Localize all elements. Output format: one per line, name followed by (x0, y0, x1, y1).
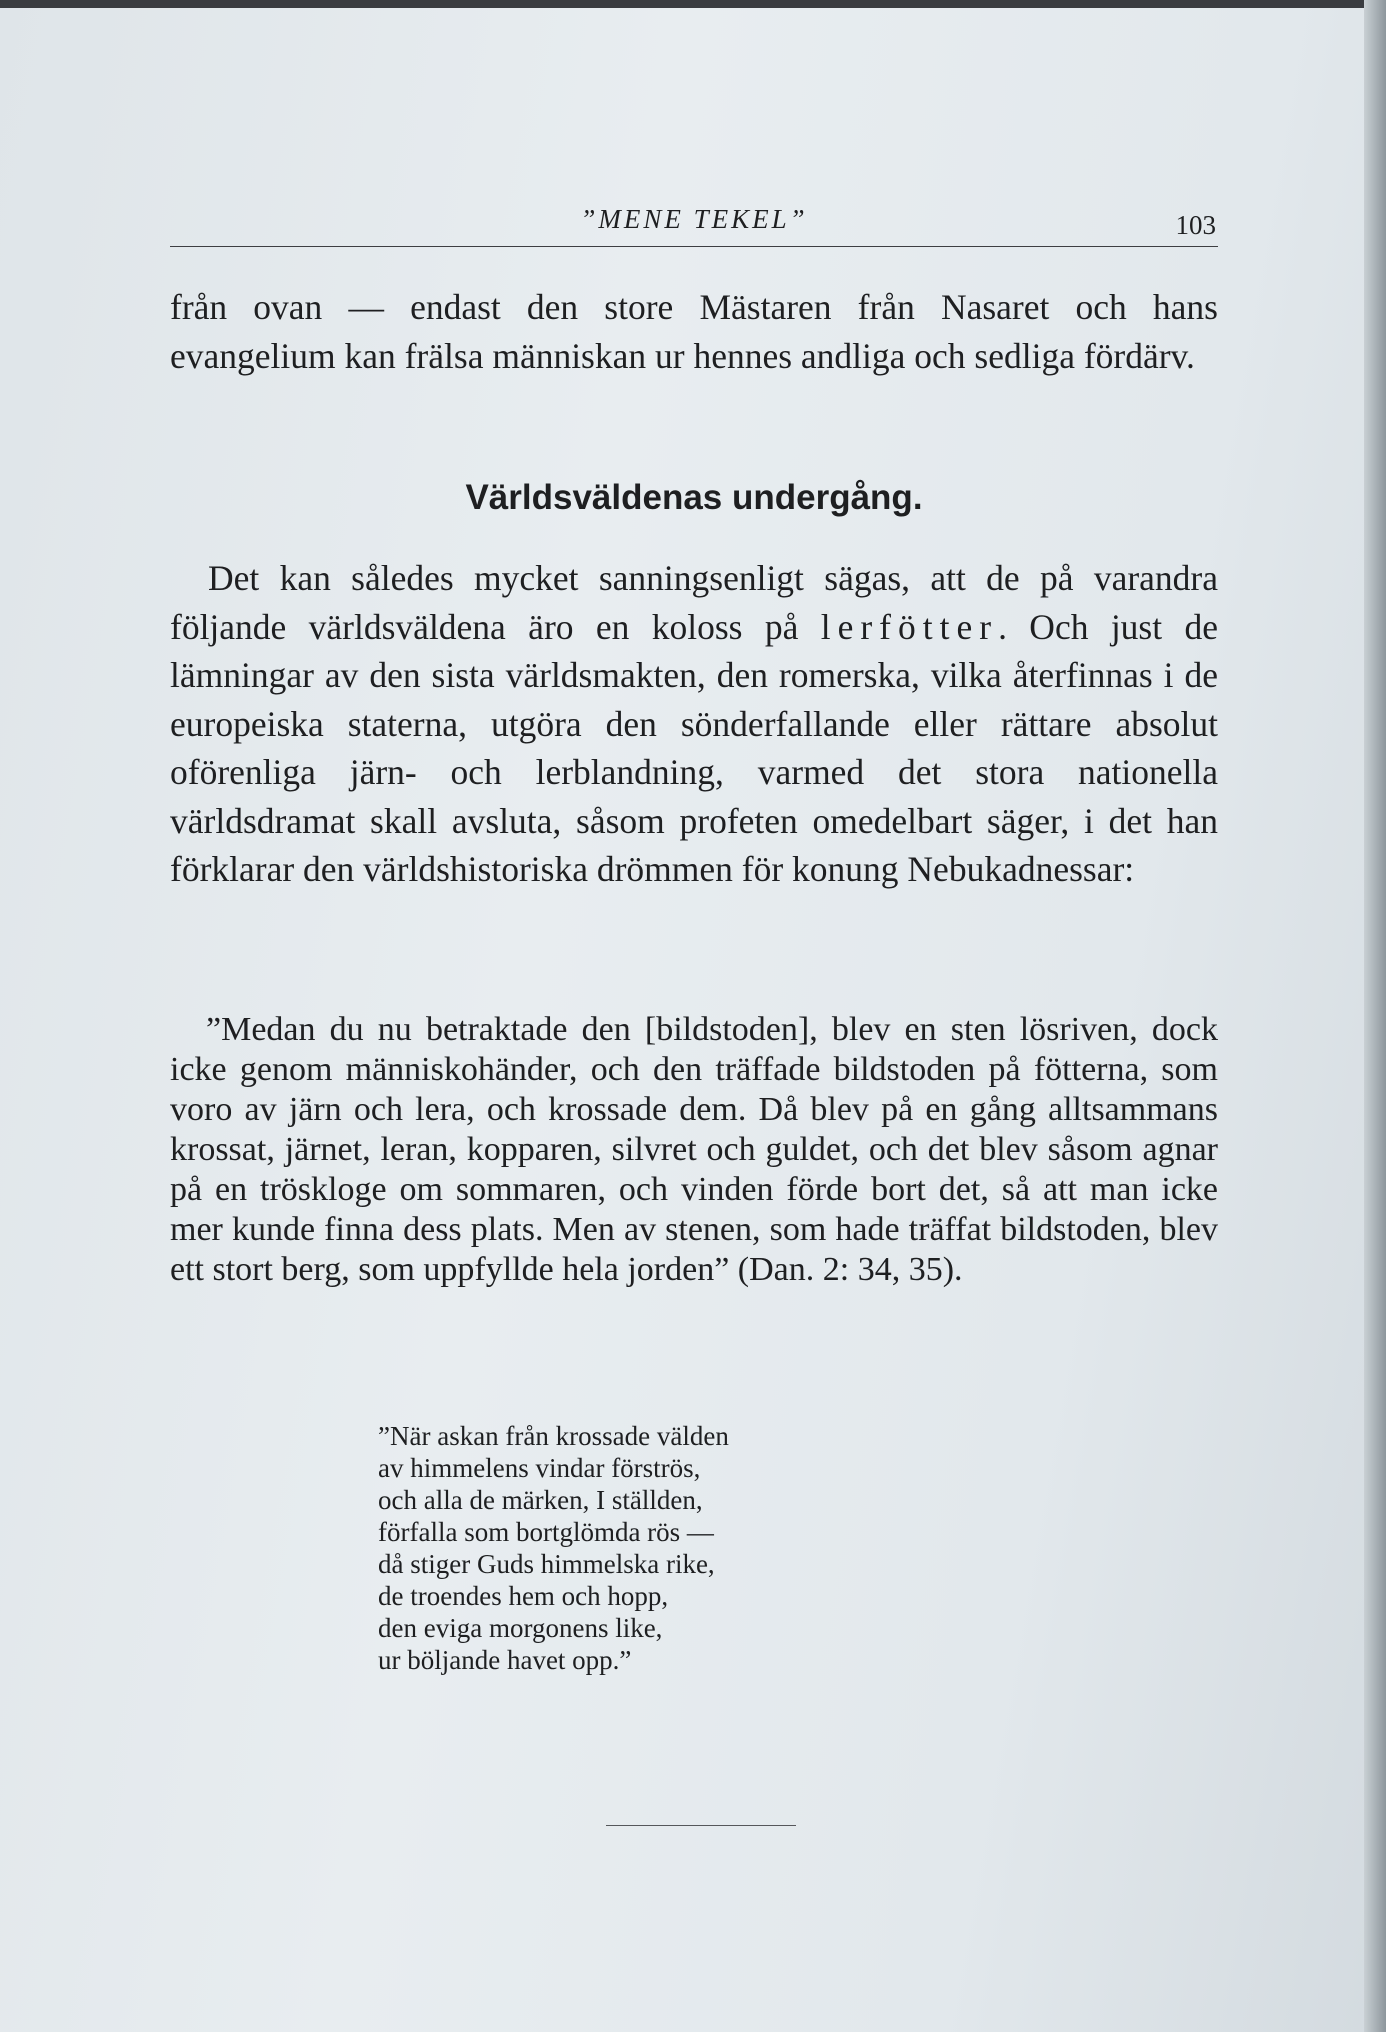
poem-line: ur böljande havet opp.” (378, 1645, 632, 1675)
page-header (170, 198, 1218, 247)
poem-line: av himmelens vindar förströs, (378, 1453, 701, 1483)
poem-line: och alla de märken, I ställden, (378, 1485, 703, 1515)
poem-line: förfalla som bortglömda rös — (378, 1517, 714, 1547)
poem-line: då stiger Guds himmelska rike, (378, 1549, 715, 1579)
paragraph-text (170, 554, 1218, 894)
poem-line: de troendes hem och hopp, (378, 1581, 669, 1611)
paragraph-continuation (170, 283, 1218, 380)
emphasis-spaced: lerfötter (820, 606, 999, 647)
scripture-quote: ”Medan du nu betraktade den [bildstoden], blev en sten lösriven, dock icke genom människohänder, och den träffade bildstoden på fötterna, som voro av järn och lera, och krossade dem. Då blev på en gång alltsammans krossat, järnet, leran, kopparen, silvret och guldet, och det blev såsom agnar på en tröskloge om sommaren, och vinden förde bort det, så att man icke mer kunde finna dess plats. Men av stenen, som hade träffat bildstoden, blev ett stort berg, som uppfyllde hela jorden” (Dan. 2: 34, 35). (170, 1011, 1218, 1288)
section-heading: Världsväldenas undergång. (465, 478, 923, 517)
paragraph-text-start: Det kan således mycket sanningsenligt sägas, att de på varandra följande världsväldena äro en koloss på (170, 558, 1218, 647)
book-right-edge (1364, 0, 1386, 2032)
poem-line: den eviga morgonens like, (378, 1613, 663, 1643)
poem (378, 1420, 729, 1676)
running-title: ”MENE TEKEL” (580, 204, 808, 234)
paragraph-text: från ovan — endast den store Mästaren från Nasaret och hans evangelium kan frälsa människan ur hennes andliga och sedliga fördärv. (170, 287, 1218, 376)
poem-line: ”När askan från krossade välden (378, 1421, 729, 1451)
end-rule (606, 1825, 796, 1826)
paragraph-text-end: . Och just de lämningar av den sista världsmakten, den romerska, vilka återfinnas i de europeiska staterna, utgöra den sönderfallande eller rättare absolut oförenliga järn- och lerblandning, varmed det stora nationella världsdramat skall avsluta, såsom profeten omedelbart säger, i det han förklarar den världshistoriska drömmen för konung Nebukadnessar: (170, 606, 1218, 889)
paragraph-main (170, 554, 1218, 894)
book-top-edge (0, 0, 1386, 8)
page-number: 103 (1175, 210, 1216, 240)
